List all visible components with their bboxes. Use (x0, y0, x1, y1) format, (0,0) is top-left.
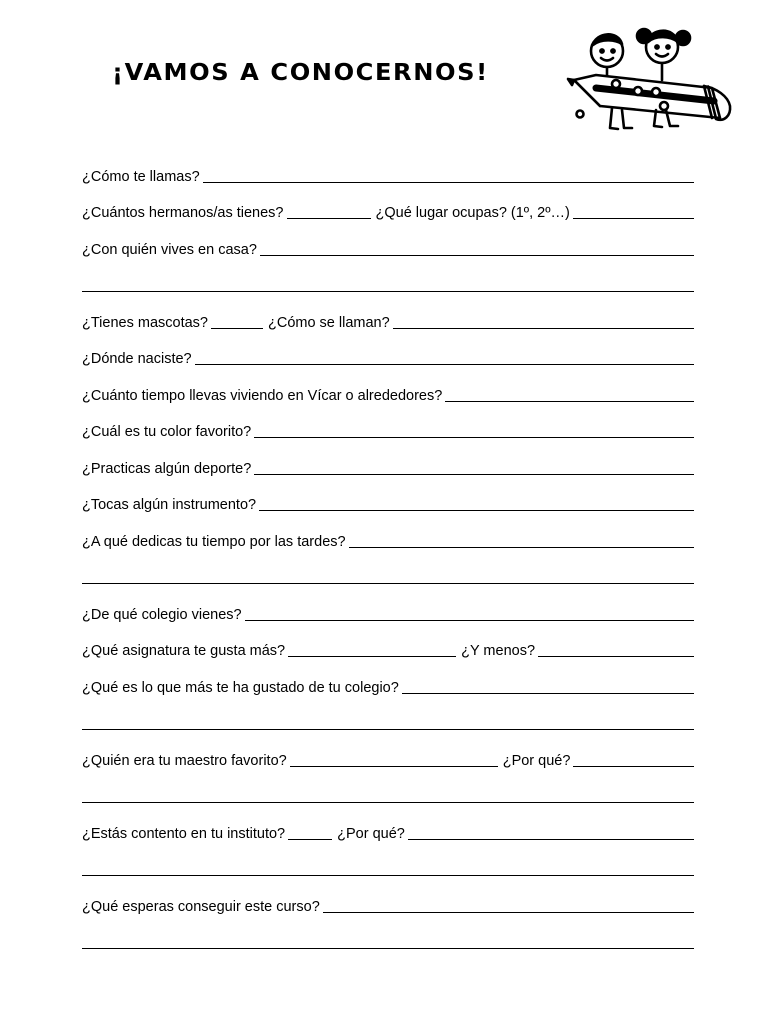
question-label: ¿De qué colegio vienes? (82, 606, 242, 623)
question-instrument (82, 478, 694, 515)
question-label: ¿Por qué? (502, 752, 571, 769)
question-residence-time (82, 368, 694, 405)
answer-line[interactable] (82, 729, 694, 730)
question-name (82, 149, 694, 186)
question-label: ¿Y menos? (461, 643, 536, 659)
answer-line[interactable] (245, 620, 694, 621)
question-label: ¿Qué asignatura te gusta más? (82, 643, 286, 659)
answer-line[interactable] (82, 875, 694, 876)
answer-line[interactable] (254, 474, 694, 475)
answer-line[interactable] (290, 766, 498, 767)
question-label: ¿Practicas algún deporte? (82, 460, 252, 477)
question-pets (82, 295, 694, 332)
answer-continuation-row (82, 697, 694, 734)
question-label: ¿A qué dedicas tu tiempo por las tardes? (82, 533, 346, 550)
question-label: ¿Por qué? (337, 825, 405, 842)
question-label: ¿Estás contento en tu instituto? (82, 825, 286, 842)
answer-line[interactable] (203, 182, 694, 183)
answer-continuation-row (82, 551, 694, 588)
question-label: ¿Cómo se llaman? (267, 314, 390, 331)
question-happy-institute (82, 806, 694, 843)
answer-line[interactable] (323, 912, 694, 913)
answer-line[interactable] (288, 839, 332, 840)
question-previous-school (82, 587, 694, 624)
answer-line[interactable] (445, 401, 694, 402)
answer-line[interactable] (82, 802, 694, 803)
question-subjects (82, 624, 694, 661)
answer-line[interactable] (288, 656, 456, 657)
question-label: ¿Cuánto tiempo llevas viviendo en Vícar o alrededores? (82, 387, 443, 404)
answer-line[interactable] (211, 328, 263, 329)
answer-line[interactable] (408, 839, 694, 840)
question-label: ¿Quién era tu maestro favorito? (82, 752, 287, 769)
question-school-liked (82, 660, 694, 697)
answer-continuation-row (82, 770, 694, 807)
answer-line[interactable] (573, 766, 694, 767)
question-course-goals (82, 879, 694, 916)
question-label: ¿Tocas algún instrumento? (82, 497, 257, 513)
question-label: ¿Tienes mascotas? (82, 314, 208, 331)
answer-continuation-row (82, 843, 694, 880)
question-label: ¿Qué esperas conseguir este curso? (82, 898, 320, 915)
answer-line[interactable] (573, 218, 694, 219)
answer-line[interactable] (82, 948, 694, 949)
answer-line[interactable] (254, 437, 694, 438)
answer-line[interactable] (349, 547, 694, 548)
question-label: ¿Cuántos hermanos/as tienes? (82, 205, 284, 221)
two-children-holding-pencil-icon (566, 18, 736, 140)
question-siblings (82, 186, 694, 223)
answer-line[interactable] (393, 328, 694, 329)
answer-line[interactable] (195, 364, 694, 365)
question-favorite-teacher (82, 733, 694, 770)
answer-line[interactable] (538, 656, 694, 657)
answer-line[interactable] (259, 510, 694, 511)
page-title: ¡VAMOS A CONOCERNOS! (112, 60, 489, 86)
answer-line[interactable] (287, 218, 371, 219)
answer-continuation-row (82, 259, 694, 296)
answer-line[interactable] (82, 291, 694, 292)
question-label: ¿Qué lugar ocupas? (1º, 2º…) (375, 205, 570, 221)
question-birthplace (82, 332, 694, 369)
question-afternoons (82, 514, 694, 551)
answer-line[interactable] (82, 583, 694, 584)
question-label: ¿Cómo te llamas? (82, 168, 200, 185)
answer-line[interactable] (260, 255, 694, 256)
question-label: ¿Con quién vives en casa? (82, 241, 257, 258)
question-sport (82, 441, 694, 478)
answer-continuation-row (82, 916, 694, 953)
question-label: ¿Cuál es tu color favorito? (82, 424, 252, 440)
question-favorite-color (82, 405, 694, 442)
question-household (82, 222, 694, 259)
answer-line[interactable] (402, 693, 694, 694)
question-label: ¿Qué es lo que más te ha gustado de tu colegio? (82, 679, 399, 696)
questionnaire (82, 149, 694, 952)
question-label: ¿Dónde naciste? (82, 351, 192, 367)
